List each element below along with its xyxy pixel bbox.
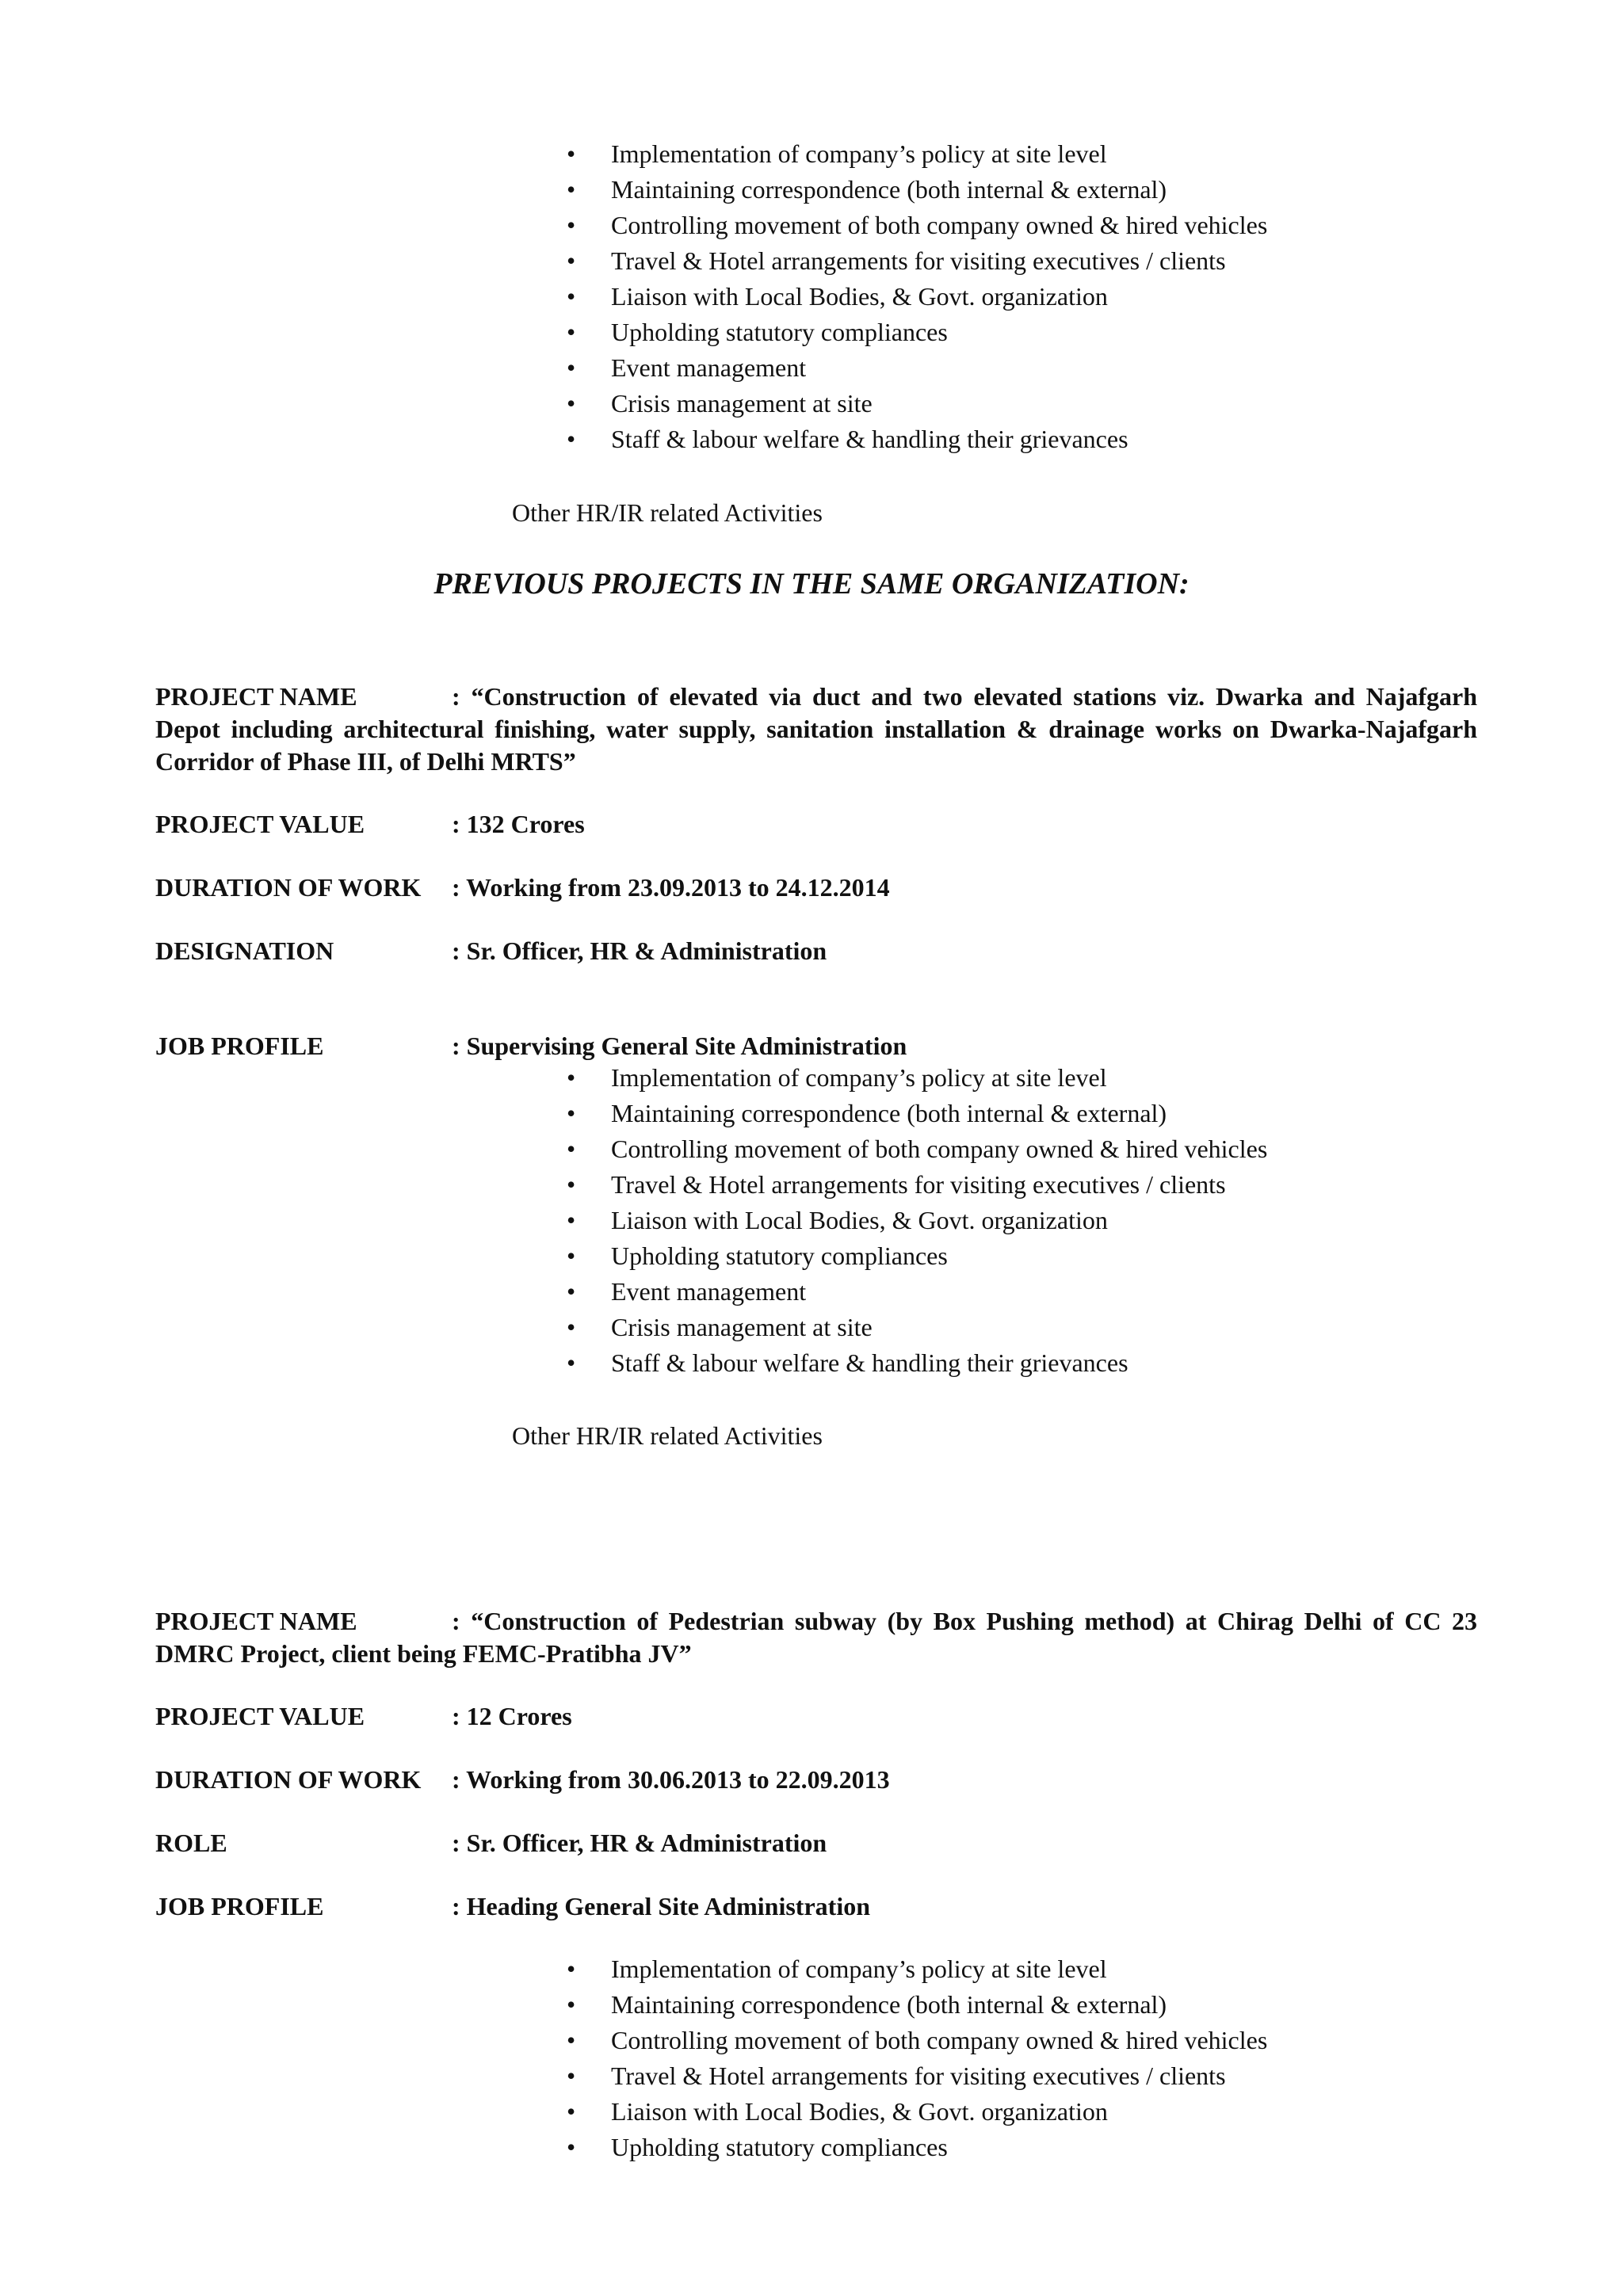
project2-role-label: ROLE	[155, 1829, 227, 1857]
project2-job-value: : Heading General Site Administration	[452, 1892, 870, 1920]
list-item: • Maintaining correspondence (both internal & external)	[567, 1987, 1267, 2023]
list-item: • Liaison with Local Bodies, & Govt. organization	[567, 1203, 1267, 1238]
project1-duties-list	[567, 1060, 1267, 1381]
list-item: • Maintaining correspondence (both internal & external)	[567, 172, 1267, 208]
project2-role-value: : Sr. Officer, HR & Administration	[452, 1829, 827, 1857]
list-item: • Implementation of company’s policy at site level	[567, 136, 1267, 172]
project1-job-label: JOB PROFILE	[155, 1032, 324, 1060]
project2-job-profile	[155, 1890, 870, 1922]
list-item: • Staff & labour welfare & handling their grievances	[567, 1345, 1267, 1381]
top-duties-list	[567, 136, 1267, 457]
project1-other-activities: Other HR/IR related Activities	[512, 1421, 823, 1450]
list-item: • Liaison with Local Bodies, & Govt. organization	[567, 279, 1267, 315]
list-item: • Travel & Hotel arrangements for visiting executives / clients	[567, 2058, 1267, 2094]
list-item: • Event management	[567, 1274, 1267, 1310]
project2-name-label: PROJECT NAME	[155, 1607, 357, 1635]
list-item: • Staff & labour welfare & handling their grievances	[567, 421, 1267, 457]
project1-value	[155, 808, 585, 840]
list-item: • Upholding statutory compliances	[567, 2130, 1267, 2165]
project1-duration-value: : Working from 23.09.2013 to 24.12.2014	[452, 873, 890, 902]
project2-role	[155, 1827, 827, 1859]
list-item: • Controlling movement of both company owned & hired vehicles	[567, 208, 1267, 243]
project1-value-label: PROJECT VALUE	[155, 810, 365, 838]
list-item: • Travel & Hotel arrangements for visiting executives / clients	[567, 1167, 1267, 1203]
project2-value-value: : 12 Crores	[452, 1702, 572, 1730]
list-item: • Upholding statutory compliances	[567, 1238, 1267, 1274]
list-item: • Maintaining correspondence (both internal & external)	[567, 1096, 1267, 1131]
project1-designation	[155, 935, 827, 967]
project2-value-label: PROJECT VALUE	[155, 1702, 365, 1730]
list-item: • Crisis management at site	[567, 1310, 1267, 1345]
project1-name-value: : “Construction of elevated via duct and two elevated stations viz. Dwarka and Najafgarh Depot including architectural finishing, water supply, sanitation installation & drainage works on Dwarka-Najafgarh Corridor of Phase III, of Delhi MRTS”	[155, 682, 1477, 776]
project2-duration-label: DURATION OF WORK	[155, 1765, 422, 1794]
list-item: • Event management	[567, 350, 1267, 386]
project1-duration	[155, 871, 890, 903]
project2-duties-list	[567, 1951, 1267, 2165]
list-item: • Implementation of company’s policy at site level	[567, 1060, 1267, 1096]
section-heading: PREVIOUS PROJECTS IN THE SAME ORGANIZATION:	[433, 567, 1190, 601]
project2-duration	[155, 1764, 890, 1795]
project1-value-value: : 132 Crores	[452, 810, 585, 838]
list-item: • Liaison with Local Bodies, & Govt. organization	[567, 2094, 1267, 2130]
list-item: • Controlling movement of both company owned & hired vehicles	[567, 2023, 1267, 2058]
list-item: • Upholding statutory compliances	[567, 315, 1267, 350]
list-item: • Travel & Hotel arrangements for visiting executives / clients	[567, 243, 1267, 279]
project2-name	[155, 1605, 1477, 1670]
project1-duration-label: DURATION OF WORK	[155, 873, 422, 902]
project2-name-value: : “Construction of Pedestrian subway (by Box Pushing method) at Chirag Delhi of CC 23 DMRC Project, client being FEMC-Pratibha JV”	[155, 1607, 1477, 1668]
project1-name	[155, 681, 1477, 778]
project2-value	[155, 1700, 572, 1732]
project1-designation-label: DESIGNATION	[155, 936, 334, 965]
other-activities-text: Other HR/IR related Activities	[512, 498, 823, 527]
list-item: • Implementation of company’s policy at site level	[567, 1951, 1267, 1987]
list-item: • Controlling movement of both company owned & hired vehicles	[567, 1131, 1267, 1167]
list-item: • Crisis management at site	[567, 386, 1267, 421]
project1-name-label: PROJECT NAME	[155, 682, 357, 711]
project1-job-profile	[155, 1030, 907, 1062]
project1-job-value: : Supervising General Site Administration	[452, 1032, 907, 1060]
project2-duration-value: : Working from 30.06.2013 to 22.09.2013	[452, 1765, 890, 1794]
project2-job-label: JOB PROFILE	[155, 1892, 324, 1920]
project1-designation-value: : Sr. Officer, HR & Administration	[452, 936, 827, 965]
